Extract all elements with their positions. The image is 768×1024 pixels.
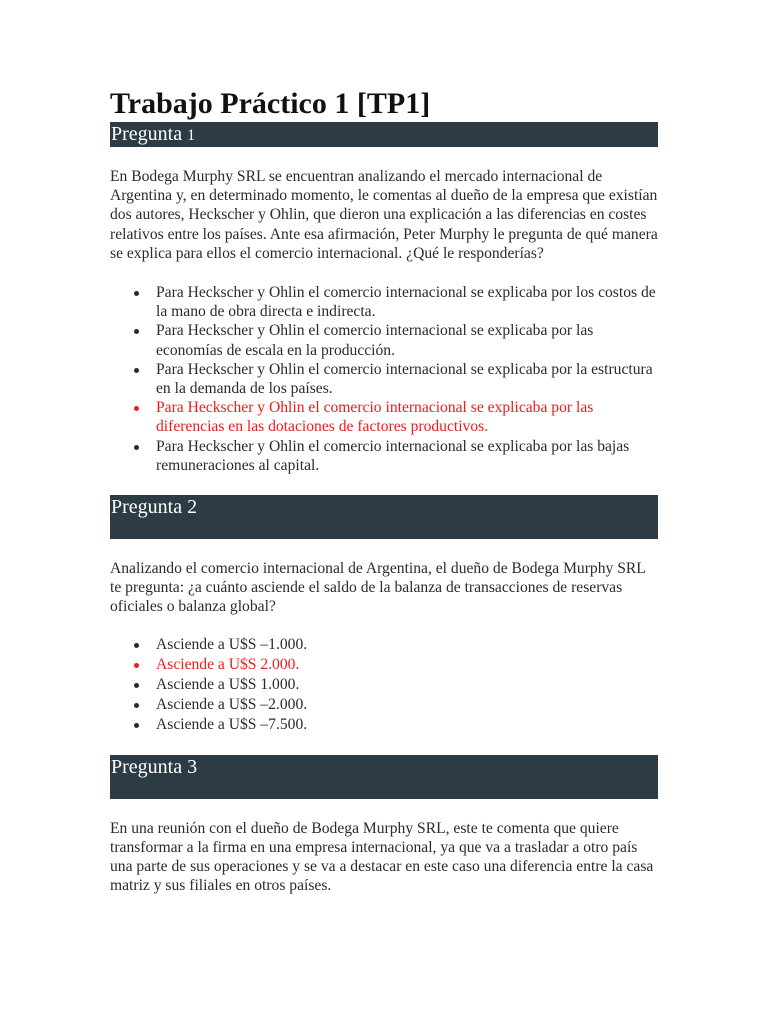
bullet-icon — [134, 683, 139, 688]
question-1-option-text: Para Heckscher y Ohlin el comercio internacional se explicaba por las bajas remuneraciones al capital. — [156, 437, 630, 474]
question-1-option-correct[interactable] — [110, 398, 658, 436]
question-1-header-label: Pregunta — [111, 123, 188, 145]
bullet-icon — [134, 723, 139, 728]
question-2-option-correct[interactable] — [110, 655, 658, 675]
question-1-option-text: Para Heckscher y Ohlin el comercio internacional se explicaba por las economías de escala en la producción. — [156, 322, 594, 359]
question-1-header — [110, 122, 658, 147]
question-3-header: Pregunta 3 — [110, 755, 658, 799]
question-1-option-text: Para Heckscher y Ohlin el comercio internacional se explicaba por los costos de la mano de obra directa e indirecta. — [156, 284, 656, 321]
question-2-option[interactable] — [110, 695, 658, 715]
question-2-option[interactable] — [110, 675, 658, 695]
bullet-icon — [134, 445, 139, 450]
question-1-option-text: Para Heckscher y Ohlin el comercio internacional se explicaba por la estructura en la demanda de los países. — [156, 360, 653, 398]
question-1-option[interactable] — [110, 321, 658, 359]
question-1-text: En Bodega Murphy SRL se encuentran analizando el mercado internacional de Argentina y, en determinado momento, le comentas al dueño de la empresa que existían dos autores, Heckscher y Ohlin, que dieron una explicación a las diferencias en costes relativos entre los países. Ante esa afirmación, Peter Murphy le pregunta de qué manera se explica para ellos el comercio internacional. ¿Qué le responderías? — [110, 168, 658, 262]
bullet-icon — [134, 368, 139, 373]
question-1-options — [110, 283, 658, 475]
question-3-text: En una reunión con el dueño de Bodega Murphy SRL, este te comenta que quiere transformar a la firma en una empresa internacional, ya que va a trasladar a otro país una parte de sus operaciones y se va a destacar en este caso una diferencia entre la casa matriz y sus filiales en otros países. — [110, 819, 654, 895]
document-page — [110, 86, 658, 895]
question-2-option[interactable] — [110, 635, 658, 655]
bullet-icon — [134, 703, 139, 708]
question-1-option[interactable] — [110, 437, 658, 475]
question-1-option[interactable] — [110, 360, 658, 398]
bullet-icon — [134, 643, 139, 648]
question-2-option-text: Asciende a U$S 2.000. — [156, 655, 300, 673]
question-1-header-number: 1 — [187, 127, 196, 144]
question-2-text: Analizando el comercio internacional de Argentina, el dueño de Bodega Murphy SRL te pregunta: ¿a cuánto asciende el saldo de la balanza de transacciones de reservas oficiales o balanza global? — [110, 560, 646, 616]
question-2-option-text: Asciende a U$S –2.000. — [156, 696, 308, 714]
bullet-icon — [134, 329, 139, 334]
question-2-option[interactable] — [110, 715, 658, 735]
question-2-option-text: Asciende a U$S –7.500. — [156, 716, 308, 734]
question-2-header: Pregunta 2 — [110, 495, 658, 539]
question-1-option-text: Para Heckscher y Ohlin el comercio internacional se explicaba por las diferencias en las dotaciones de factores productivos. — [156, 399, 594, 436]
document-title: Trabajo Práctico 1 [TP1] — [110, 87, 431, 120]
bullet-icon — [134, 291, 139, 296]
question-1-option[interactable] — [110, 283, 658, 321]
question-2-options — [110, 635, 658, 736]
bullet-icon — [134, 406, 139, 411]
question-2-option-text: Asciende a U$S –1.000. — [156, 635, 308, 653]
bullet-icon — [134, 663, 139, 668]
question-2-option-text: Asciende a U$S 1.000. — [156, 676, 300, 694]
